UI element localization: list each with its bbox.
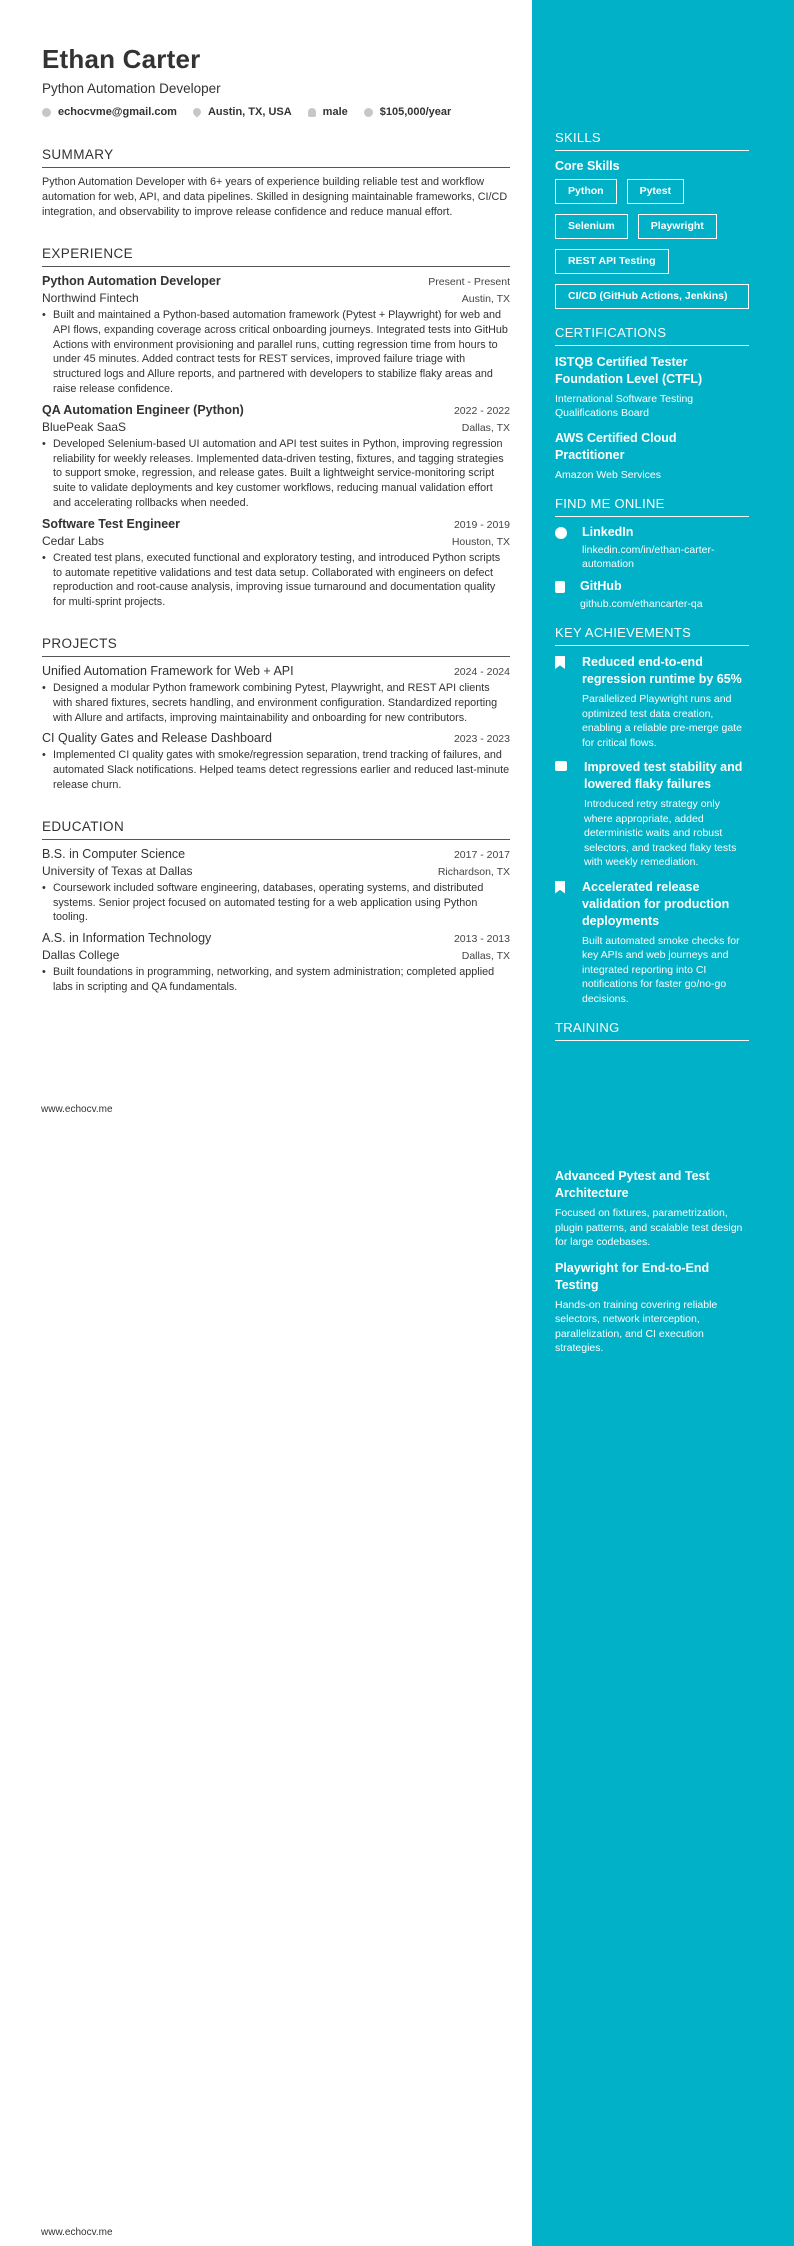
section-title: SKILLS — [555, 130, 749, 151]
sidebar — [555, 130, 749, 1049]
skills-section — [555, 130, 749, 319]
education-entry — [42, 847, 510, 925]
summary-text: Python Automation Developer with 6+ years of experience building reliable test and workflow automation for web, API, and data pipelines. Skilled in designing maintainable frameworks, CI/CD integration, and observability to improve release confidence and reduce manual effort. — [42, 176, 508, 218]
project-dates: 2023 - 2023 — [453, 733, 510, 746]
core-skills-label: Core Skills — [555, 159, 620, 173]
education-section — [42, 819, 510, 995]
contact-gender: male — [308, 106, 348, 118]
github-icon — [555, 581, 565, 593]
project-title: Unified Automation Framework for Web + API — [42, 663, 294, 678]
skill-chip: Python — [555, 179, 617, 204]
school-name: Dallas College — [42, 948, 120, 963]
find-me-online-section — [555, 496, 749, 611]
achievement-description: Built automated smoke checks for key APIs and web journeys and integrated reporting into CI notifications for faster go/no-go decisions. — [582, 934, 740, 1005]
section-title: PROJECTS — [42, 636, 510, 657]
section-title: CERTIFICATIONS — [555, 325, 749, 346]
job-location: Dallas, TX — [461, 421, 510, 434]
section-title: FIND ME ONLINE — [555, 496, 749, 517]
certification-name: ISTQB Certified Tester Foundation Level (CTFL) — [555, 355, 703, 386]
skill-chip: Playwright — [638, 214, 717, 239]
footer-link[interactable]: www.echocv.me — [41, 1104, 113, 1115]
training-description: Focused on fixtures, parametrization, plugin patterns, and scalable test design for large codebases. — [555, 1207, 743, 1248]
degree-title: B.S. in Computer Science — [42, 846, 186, 861]
job-location: Houston, TX — [451, 535, 510, 548]
project-bullet: • Implemented CI quality gates with smoke/regression separation, trend tracking of failures, and automated Slack notifications. Helped teams detect regressions earlier and reduced last-minute release churn. — [42, 748, 510, 792]
education-entry — [42, 931, 510, 995]
job-title: Software Test Engineer — [42, 516, 180, 531]
company-name: Cedar Labs — [42, 533, 105, 548]
graduation-cap-icon — [555, 761, 567, 771]
projects-section — [42, 636, 510, 793]
achievement-title: Improved test stability and lowered flaky failures — [584, 760, 743, 791]
person-icon — [308, 108, 316, 117]
money-icon — [364, 108, 373, 117]
job-title: QA Automation Engineer (Python) — [42, 402, 244, 417]
link-url[interactable]: github.com/ethancarter-qa — [580, 598, 703, 610]
skill-chip: REST API Testing — [555, 249, 669, 274]
contact-row — [42, 106, 510, 118]
link-name: GitHub — [580, 579, 622, 593]
bookmark-icon — [555, 656, 565, 669]
achievement-title: Accelerated release validation for production deployments — [582, 879, 730, 928]
school-location: Dallas, TX — [461, 950, 510, 963]
education-dates: 2013 - 2013 — [453, 933, 510, 946]
experience-entry — [42, 403, 510, 511]
job-dates: Present - Present — [428, 276, 510, 288]
section-title: KEY ACHIEVEMENTS — [555, 625, 749, 646]
training-title: Advanced Pytest and Test Architecture — [555, 1169, 710, 1200]
school-name: University of Texas at Dallas — [42, 863, 193, 878]
achievement-item — [555, 879, 749, 1007]
training-description: Hands-on training covering reliable selectors, network interception, parallelization, and CI execution strategies. — [555, 1298, 718, 1354]
achievement-description: Parallelized Playwright runs and optimized test data creation, enabling a reliable pre-merge gate for critical flows. — [582, 693, 742, 749]
achievement-item — [555, 654, 749, 750]
project-dates: 2024 - 2024 — [453, 665, 510, 678]
candidate-name: Ethan Carter — [42, 44, 201, 74]
certification-issuer: International Software Testing Qualifications Board — [555, 393, 694, 419]
section-title: EXPERIENCE — [42, 246, 510, 267]
skill-chips — [555, 179, 749, 319]
skill-chip: Pytest — [627, 179, 685, 204]
certifications-section — [555, 325, 749, 482]
skill-chip: Selenium — [555, 214, 628, 239]
training-section — [555, 1020, 749, 1041]
project-entry — [42, 664, 510, 725]
contact-salary: $105,000/year — [364, 106, 452, 118]
location-pin-icon — [191, 106, 202, 117]
bookmark-icon — [555, 881, 565, 894]
profile-link-github[interactable] — [555, 579, 749, 611]
footer-link[interactable]: www.echocv.me — [41, 2227, 113, 2238]
project-bullet: • Designed a modular Python framework combining Pytest, Playwright, and REST API clients with shared fixtures, secrets handling, and environment configuration. Standardized reporting with Allure and artifacts, improving maintainability and onboarding for new contributors. — [42, 681, 510, 725]
linkedin-icon — [555, 527, 567, 539]
contact-location: Austin, TX, USA — [193, 106, 292, 118]
profile-link-linkedin[interactable] — [555, 525, 749, 571]
training-title: Playwright for End-to-End Testing — [555, 1260, 710, 1292]
experience-entry — [42, 517, 510, 610]
section-title: EDUCATION — [42, 819, 510, 840]
achievement-description: Introduced retry strategy only where appropriate, added deterministic waits and robust selectors, and tracked flaky tests with weekly remediation. — [584, 798, 737, 868]
company-name: BluePeak SaaS — [42, 419, 127, 434]
job-dates: 2022 - 2022 — [453, 404, 510, 417]
main-column — [42, 44, 510, 1001]
section-title: TRAINING — [555, 1020, 749, 1041]
section-title: SUMMARY — [42, 147, 510, 168]
job-location: Austin, TX — [461, 293, 510, 305]
experience-section — [42, 246, 510, 610]
education-dates: 2017 - 2017 — [453, 848, 510, 861]
summary-section — [42, 147, 510, 220]
education-bullet: • Built foundations in programming, networking, and system administration; completed applied labs in scripting and QA fundamentals. — [42, 965, 510, 995]
achievement-title: Reduced end-to-end regression runtime by 65% — [582, 655, 742, 686]
achievement-item — [555, 759, 749, 870]
project-title: CI Quality Gates and Release Dashboard — [42, 731, 272, 746]
experience-entry — [42, 274, 510, 397]
candidate-title: Python Automation Developer — [42, 81, 221, 96]
company-name: Northwind Fintech — [42, 291, 139, 305]
certification-issuer: Amazon Web Services — [555, 469, 662, 481]
link-name: LinkedIn — [582, 525, 634, 539]
achievements-section — [555, 625, 749, 1006]
job-bullet: • Created test plans, executed functional and exploratory testing, and introduced Python scripts to automate repetitive validations and test data setup. Collaborated with engineers on defect reproduction and root-cause analysis, improving issue turnaround and documentation quality for multi-sprint projects. — [42, 551, 510, 610]
job-bullet: • Built and maintained a Python-based automation framework (Pytest + Playwright) for web and API flows, expanding coverage across critical onboarding journeys. Integrated tests into GitHub Actions with environment provisioning and parallel runs, cutting regression time from hours to under 45 minutes. Added contract tests for REST services, improved failure triage with structured logs and Allure reports, and partnered with developers to stabilize flaky areas and raise release confidence. — [42, 308, 510, 397]
email-icon — [42, 108, 51, 117]
contact-email[interactable]: echocvme@gmail.com — [42, 106, 177, 118]
job-title: Python Automation Developer — [42, 274, 221, 288]
job-dates: 2019 - 2019 — [453, 518, 510, 531]
link-url[interactable]: linkedin.com/in/ethan-carter-automation — [582, 544, 715, 570]
degree-title: A.S. in Information Technology — [42, 931, 212, 946]
training-list — [555, 1168, 749, 1366]
job-bullet: • Developed Selenium-based UI automation and API test suites in Python, improving regression reliability for weekly releases. Implemented data-driven testing, fixtures, and tagging strategies to support smoke, regression, and release gates. Built a lightweight service-monitoring script suite to validate deployments and key customer workflows, reducing manual validation effort and accelerating rollbacks when needed. — [42, 437, 510, 511]
education-bullet: • Coursework included software engineering, databases, operating systems, and distributed systems. Senior project focused on automated testing for a web application using Python tooling. — [42, 881, 510, 925]
skill-chip: CI/CD (GitHub Actions, Jenkins) — [555, 284, 749, 309]
school-location: Richardson, TX — [437, 865, 510, 878]
certification-name: AWS Certified Cloud Practitioner — [555, 431, 677, 462]
project-entry — [42, 731, 510, 792]
